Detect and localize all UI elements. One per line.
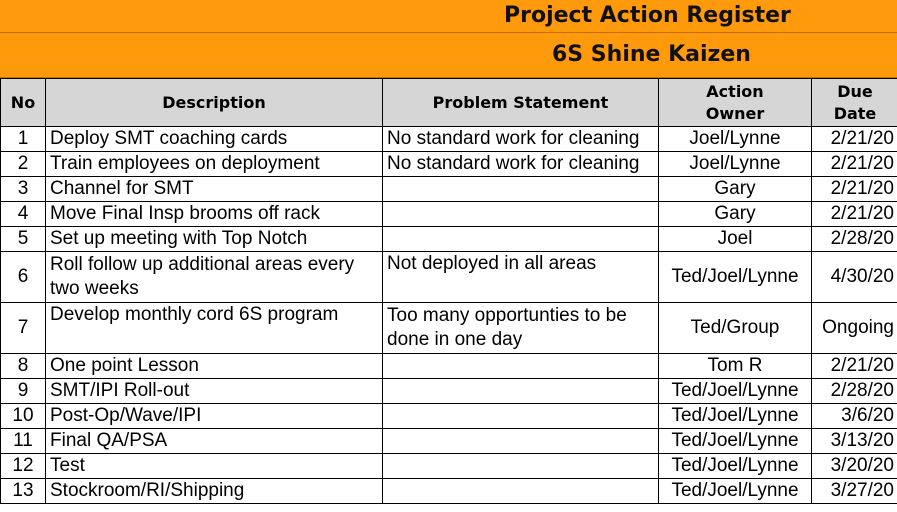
title-banner <box>0 0 897 33</box>
cell-description[interactable]: Develop monthly cord 6S program <box>46 303 383 354</box>
cell-description[interactable]: Deploy SMT coaching cards <box>46 127 383 152</box>
cell-owner[interactable]: Ted/Joel/Lynne <box>659 479 812 504</box>
cell-problem[interactable]: No standard work for cleaning <box>383 152 659 177</box>
cell-no[interactable]: 9 <box>1 379 46 404</box>
cell-due-date[interactable]: 4/30/20 <box>812 252 897 303</box>
header-problem-statement[interactable]: Problem Statement <box>383 79 659 127</box>
cell-due-date[interactable]: 2/21/20 <box>812 177 897 202</box>
header-action-owner-line1: Action <box>706 81 764 101</box>
cell-description[interactable]: Test <box>46 454 383 479</box>
table-row <box>1 252 897 303</box>
register-subtitle: 6S Shine Kaizen <box>552 42 751 67</box>
cell-description[interactable]: Post-Op/Wave/IPI <box>46 404 383 429</box>
cell-due-date[interactable]: Ongoing <box>812 303 897 354</box>
cell-no[interactable]: 2 <box>1 152 46 177</box>
table-row <box>1 152 897 177</box>
header-description[interactable]: Description <box>46 79 383 127</box>
cell-problem[interactable]: Not deployed in all areas <box>383 252 659 303</box>
cell-description[interactable]: Set up meeting with Top Notch <box>46 227 383 252</box>
table-row <box>1 177 897 202</box>
cell-due-date[interactable]: 2/21/20 <box>812 202 897 227</box>
cell-problem[interactable] <box>383 454 659 479</box>
cell-owner[interactable]: Ted/Joel/Lynne <box>659 454 812 479</box>
cell-due-date[interactable]: 2/21/20 <box>812 152 897 177</box>
action-register-table <box>0 78 897 504</box>
cell-due-date[interactable]: 2/28/20 <box>812 379 897 404</box>
cell-problem[interactable] <box>383 177 659 202</box>
cell-description[interactable]: SMT/IPI Roll-out <box>46 379 383 404</box>
cell-description[interactable]: One point Lesson <box>46 354 383 379</box>
cell-problem[interactable] <box>383 429 659 454</box>
cell-owner[interactable]: Gary <box>659 177 812 202</box>
table-row <box>1 354 897 379</box>
header-action-owner-line2: Owner <box>705 103 765 123</box>
table-row <box>1 454 897 479</box>
cell-owner[interactable]: Tom R <box>659 354 812 379</box>
cell-no[interactable]: 10 <box>1 404 46 429</box>
register-title: Project Action Register <box>504 3 791 28</box>
cell-owner[interactable]: Gary <box>659 202 812 227</box>
cell-due-date[interactable]: 2/21/20 <box>812 127 897 152</box>
cell-owner[interactable]: Ted/Joel/Lynne <box>659 404 812 429</box>
table-row <box>1 429 897 454</box>
table-row <box>1 227 897 252</box>
header-row <box>1 79 897 127</box>
table-row <box>1 379 897 404</box>
cell-problem[interactable] <box>383 227 659 252</box>
cell-owner[interactable]: Ted/Joel/Lynne <box>659 252 812 303</box>
cell-description[interactable]: Channel for SMT <box>46 177 383 202</box>
cell-due-date[interactable]: 3/20/20 <box>812 454 897 479</box>
cell-description[interactable]: Roll follow up additional areas every two weeks <box>46 252 383 303</box>
header-due-date-line1: Due <box>837 81 873 101</box>
cell-owner[interactable]: Ted/Joel/Lynne <box>659 429 812 454</box>
header-action-owner[interactable] <box>659 79 812 127</box>
cell-no[interactable]: 6 <box>1 252 46 303</box>
cell-owner[interactable]: Joel/Lynne <box>659 127 812 152</box>
cell-problem[interactable] <box>383 404 659 429</box>
table-row <box>1 404 897 429</box>
cell-no[interactable]: 11 <box>1 429 46 454</box>
cell-owner[interactable]: Ted/Group <box>659 303 812 354</box>
cell-problem[interactable] <box>383 354 659 379</box>
table-row <box>1 202 897 227</box>
cell-no[interactable]: 3 <box>1 177 46 202</box>
cell-due-date[interactable]: 3/13/20 <box>812 429 897 454</box>
cell-owner[interactable]: Joel <box>659 227 812 252</box>
cell-problem[interactable] <box>383 479 659 504</box>
cell-no[interactable]: 8 <box>1 354 46 379</box>
cell-description[interactable]: Final QA/PSA <box>46 429 383 454</box>
cell-problem[interactable] <box>383 379 659 404</box>
cell-due-date[interactable]: 3/27/20 <box>812 479 897 504</box>
table-row <box>1 127 897 152</box>
table-row <box>1 479 897 504</box>
subtitle-banner <box>0 33 897 78</box>
cell-no[interactable]: 4 <box>1 202 46 227</box>
cell-due-date[interactable]: 2/28/20 <box>812 227 897 252</box>
header-no[interactable]: No <box>1 79 46 127</box>
cell-no[interactable]: 5 <box>1 227 46 252</box>
table-row <box>1 303 897 354</box>
cell-no[interactable]: 12 <box>1 454 46 479</box>
cell-description[interactable]: Stockroom/RI/Shipping <box>46 479 383 504</box>
cell-due-date[interactable]: 2/21/20 <box>812 354 897 379</box>
cell-problem[interactable] <box>383 202 659 227</box>
cell-due-date[interactable]: 3/6/20 <box>812 404 897 429</box>
cell-owner[interactable]: Ted/Joel/Lynne <box>659 379 812 404</box>
cell-description[interactable]: Move Final Insp brooms off rack <box>46 202 383 227</box>
cell-no[interactable]: 7 <box>1 303 46 354</box>
cell-no[interactable]: 13 <box>1 479 46 504</box>
cell-problem[interactable]: Too many opportunties to be done in one day <box>383 303 659 354</box>
header-due-date[interactable] <box>812 79 897 127</box>
cell-problem[interactable]: No standard work for cleaning <box>383 127 659 152</box>
header-due-date-line2: Date <box>833 103 877 123</box>
cell-no[interactable]: 1 <box>1 127 46 152</box>
cell-description[interactable]: Train employees on deployment <box>46 152 383 177</box>
cell-owner[interactable]: Joel/Lynne <box>659 152 812 177</box>
